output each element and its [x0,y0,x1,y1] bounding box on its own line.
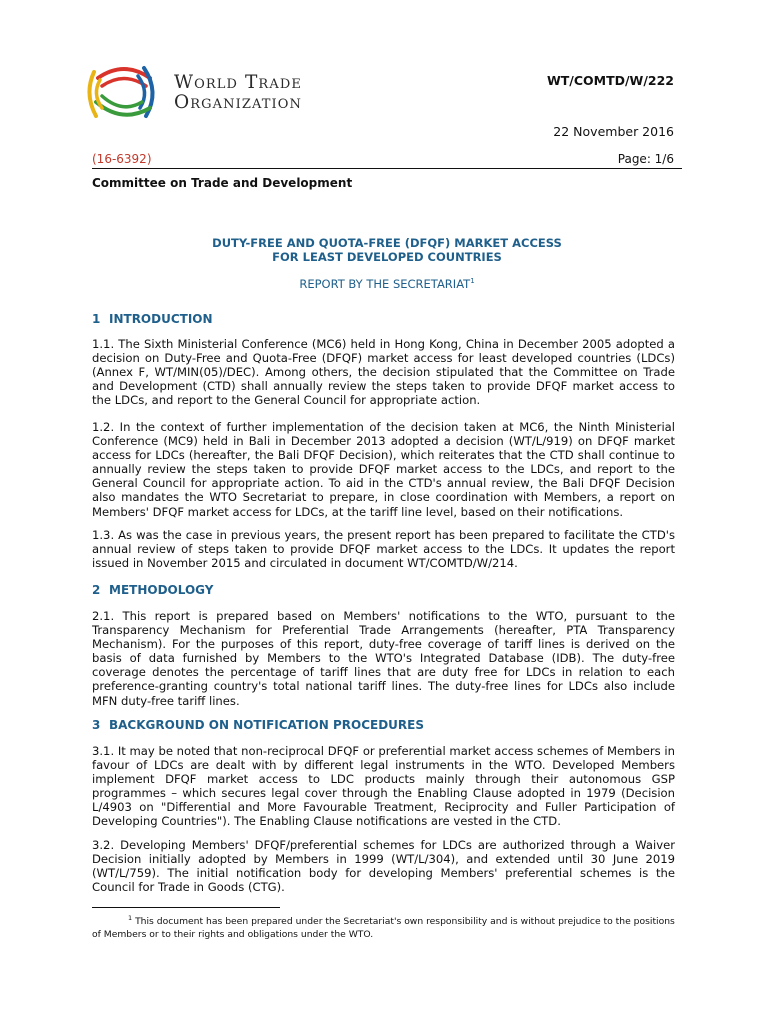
footnote-mark: 1 [128,914,133,922]
section-title: BACKGROUND ON NOTIFICATION PROCEDURES [109,718,424,732]
paragraph-3-2: 3.2. Developing Members' DFQF/preferential schemes for LDCs are authorized through a Waiver Decision initially adopted by Members in 1999 (WT/L/304), and extended until 30 June 2019 (WT/L/759). The initial notification body for developing Members' preferential schemes is the Council for Trade in Goods (CTG). [92,838,675,895]
page-number: Page: 1/6 [617,152,674,166]
committee-name: Committee on Trade and Development [92,176,353,190]
footnote [92,912,675,941]
footnote-reference: 1 [470,277,475,286]
section-heading-notification-procedures [92,718,424,732]
section-heading-methodology [92,583,213,597]
section-title: METHODOLOGY [109,583,214,597]
section-number: 3 [92,718,101,732]
paragraph-1-1: 1.1. The Sixth Ministerial Conference (MC6) held in Hong Kong, China in December 2005 adopted a decision on Duty-Free and Quota-Free (DFQF) market access for least developed countries (LDCs) (Annex F, WT/MIN(05)/DEC). Among others, the decision stipulated that the Committee on Trade and Development (CTD) shall annually review the steps taken to provide DFQF market access to the LDCs, and report to the General Council for appropriate action. [92,337,675,408]
org-name-line1: World Trade [174,72,302,93]
paragraph-2-1: 2.1. This report is prepared based on Members' notifications to the WTO, pursuant to the Transparency Mechanism for Preferential Trade Arrangements (hereafter, PTA Transparency Mechanism). For the purposes of this report, duty-free coverage of tariff lines is derived on the basis of data furnished by Members to the WTO's Integrated Database (IDB). The duty-free coverage denotes the percentage of tariff lines that are duty free for LDCs in relation to each preference-granting country's total national tariff lines. The duty-free lines for LDCs also include MFN duty-free tariff lines. [92,609,675,708]
document-title-line1: DUTY-FREE AND QUOTA-FREE (DFQF) MARKET ACCESS [212,236,562,250]
section-number: 1 [92,312,101,326]
paragraph-1-2: 1.2. In the context of further implementation of the decision taken at MC6, the Ninth Ministerial Conference (MC9) held in Bali in December 2013 adopted a decision (WT/L/919) on DFQF market access for LDCs (hereafter, the Bali DFQF Decision), which reiterates that the CTD shall continue to annually review the steps taken to provide DFQF market access to the LDCs, and report to the General Council for appropriate action. To aid in the CTD's annual review, the Bali DFQF Decision also mandates the WTO Secretariat to prepare, in close coordination with Members, a report on Members' DFQF market access for LDCs, at the tariff line level, based on their notifications. [92,420,675,519]
document-symbol: WT/COMTD/W/222 [546,73,674,88]
job-number: (16-6392) [92,152,152,166]
paragraph-3-1: 3.1. It may be noted that non-reciprocal DFQF or preferential market access schemes of Members in favour of LDCs are dealt with by different legal instruments in the WTO. Developed Members implement DFQF market access to LDC products mainly through their autonomous GSP programmes – which secures legal cover through the Enabling Clause adopted in 1979 (Decision L/4903 on "Differential and More Favourable Treatment, Reciprocity and Fuller Participation of Developing Countries"). The Enabling Clause notifications are vested in the CTD. [92,744,675,829]
section-title: INTRODUCTION [109,312,213,326]
org-name-line2: Organization [174,92,302,113]
report-subtitle-text: REPORT BY THE SECRETARIAT [299,277,471,291]
report-subtitle [92,277,682,291]
document-title-line2: FOR LEAST DEVELOPED COUNTRIES [272,250,502,264]
section-number: 2 [92,583,101,597]
footnote-text: This document has been prepared under the Secretariat's own responsibility and is without prejudice to the positions of Members or to their rights and obligations under the WTO. [92,916,675,940]
section-heading-introduction [92,312,213,326]
paragraph-1-3: 1.3. As was the case in previous years, the present report has been prepared to facilitate the CTD's annual review of steps taken to provide DFQF market access to the LDCs. It updates the report issued in November 2015 and circulated in document WT/COMTD/W/214. [92,528,675,571]
header-divider [92,168,682,169]
wto-logo-icon [84,58,164,130]
document-date: 22 November 2016 [553,124,674,139]
footnote-divider [92,907,280,908]
